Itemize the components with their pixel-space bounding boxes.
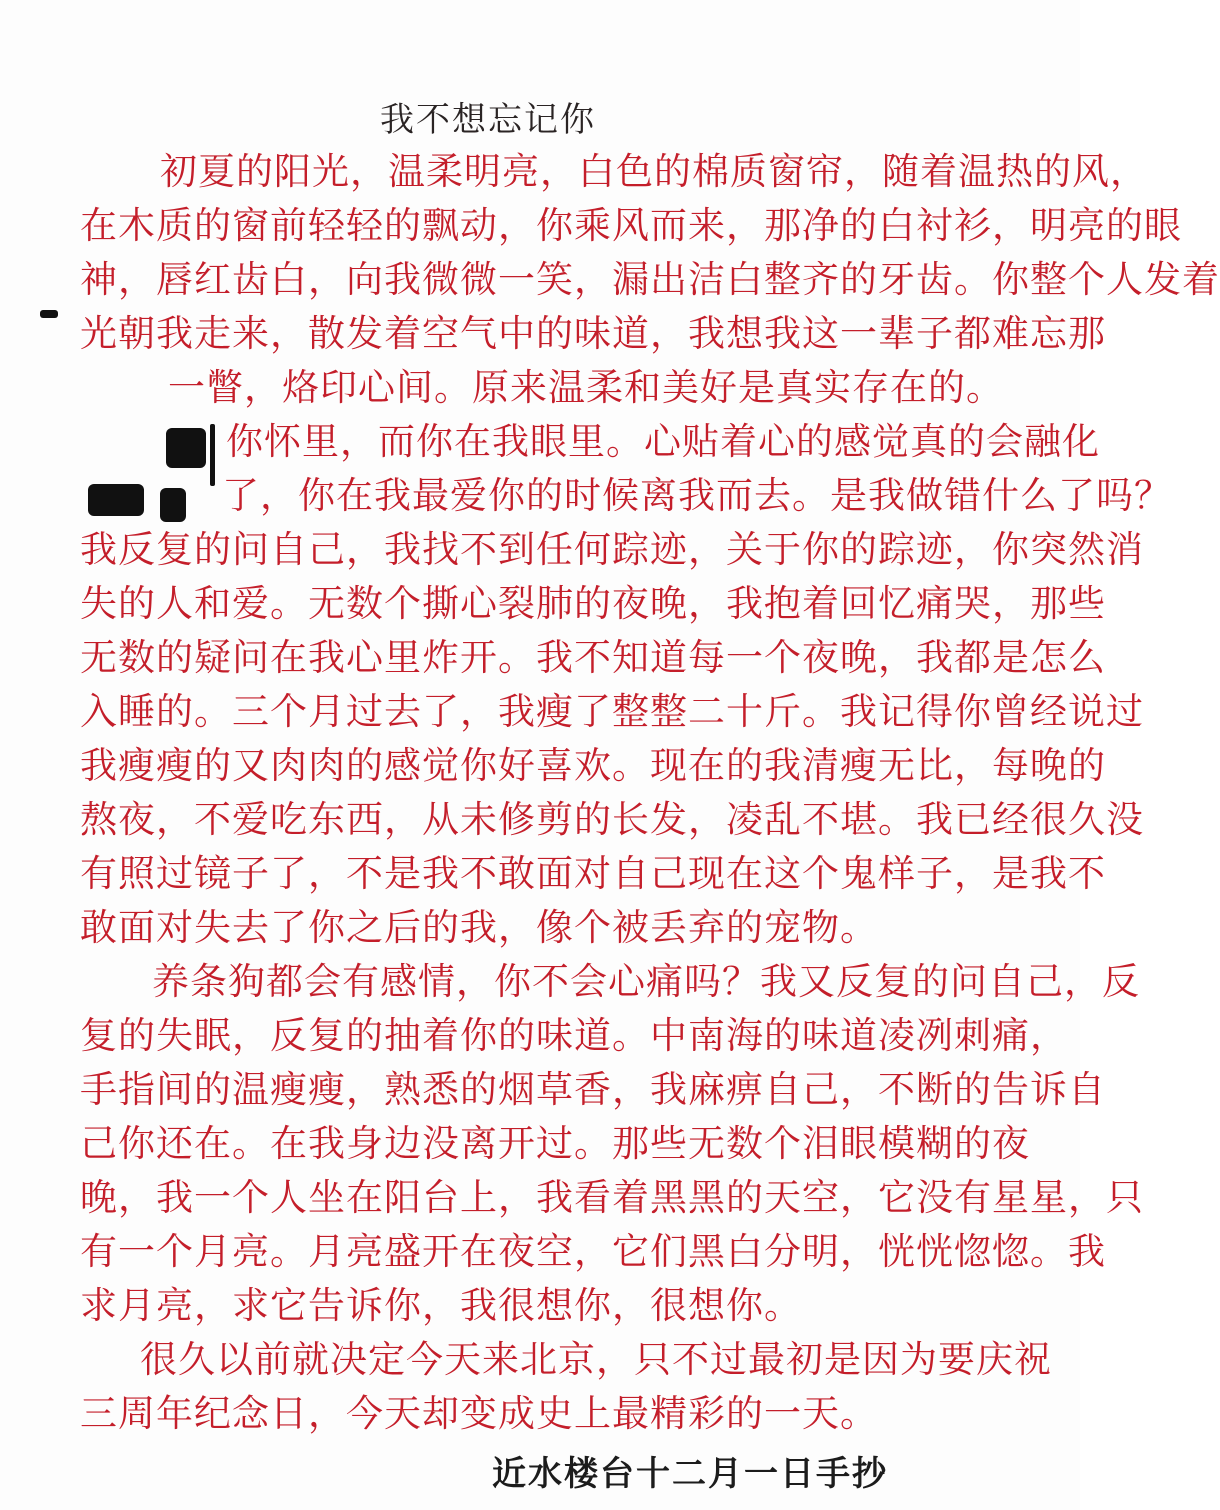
text-line: 有一个月亮。月亮盛开在夜空，它们黑白分明，恍恍惚惚。我 [80, 1230, 1106, 1273]
text-line: 光朝我走来，散发着空气中的味道，我想我这一辈子都难忘那 [80, 312, 1106, 355]
redaction-blot [166, 428, 206, 468]
text-line: 失的人和爱。无数个撕心裂肺的夜晚，我抱着回忆痛哭，那些 [80, 582, 1106, 625]
text-line: 神，唇红齿白，向我微微一笑，漏出洁白整齐的牙齿。你整个人发着 [80, 258, 1220, 301]
text-line: 你怀里，而你在我眼里。心贴着心的感觉真的会融化 [226, 420, 1100, 463]
redaction-blot [88, 484, 144, 516]
text-line: 有照过镜子了，不是我不敢面对自己现在这个鬼样子，是我不 [80, 852, 1106, 895]
text-line: 求月亮，求它告诉你，我很想你，很想你。 [80, 1284, 802, 1327]
text-line: 熬夜，不爱吃东西，从未修剪的长发，凌乱不堪。我已经很久没 [80, 798, 1144, 841]
page-title: 我不想忘记你 [380, 100, 596, 140]
signature: 近水楼台十二月一日手抄 [492, 1454, 888, 1494]
text-line: 了，你在我最爱你的时候离我而去。是我做错什么了吗？ [222, 474, 1172, 517]
text-line: 入睡的。三个月过去了，我瘦了整整二十斤。我记得你曾经说过 [80, 690, 1144, 733]
redaction-mark [40, 310, 58, 318]
text-line: 一瞥，烙印心间。原来温柔和美好是真实存在的。 [168, 366, 1004, 409]
text-line: 晚，我一个人坐在阳台上，我看着黑黑的天空，它没有星星，只 [80, 1176, 1144, 1219]
redaction-blot [160, 488, 186, 522]
text-line: 养条狗都会有感情，你不会心痛吗？我又反复的问自己，反 [152, 960, 1140, 1003]
text-line: 初夏的阳光，温柔明亮，白色的棉质窗帘，随着温热的风， [160, 150, 1148, 193]
text-line: 手指间的温瘦瘦，熟悉的烟草香，我麻痹自己，不断的告诉自 [80, 1068, 1106, 1111]
text-line: 复的失眠，反复的抽着你的味道。中南海的味道凌冽刺痛， [80, 1014, 1068, 1057]
redaction-mark [210, 424, 215, 486]
text-line: 在木质的窗前轻轻的飘动，你乘风而来，那净的白衬衫，明亮的眼 [80, 204, 1182, 247]
text-line: 三周年纪念日，今天却变成史上最精彩的一天。 [80, 1392, 878, 1435]
text-line: 我瘦瘦的又肉肉的感觉你好喜欢。现在的我清瘦无比，每晚的 [80, 744, 1106, 787]
text-line: 很久以前就决定今天来北京，只不过最初是因为要庆祝 [140, 1338, 1052, 1381]
text-line: 己你还在。在我身边没离开过。那些无数个泪眼模糊的夜 [80, 1122, 1030, 1165]
text-line: 我反复的问自己，我找不到任何踪迹，关于你的踪迹，你突然消 [80, 528, 1144, 571]
text-line: 敢面对失去了你之后的我，像个被丢弃的宠物。 [80, 906, 878, 949]
text-line: 无数的疑问在我心里炸开。我不知道每一个夜晚，我都是怎么 [80, 636, 1106, 679]
